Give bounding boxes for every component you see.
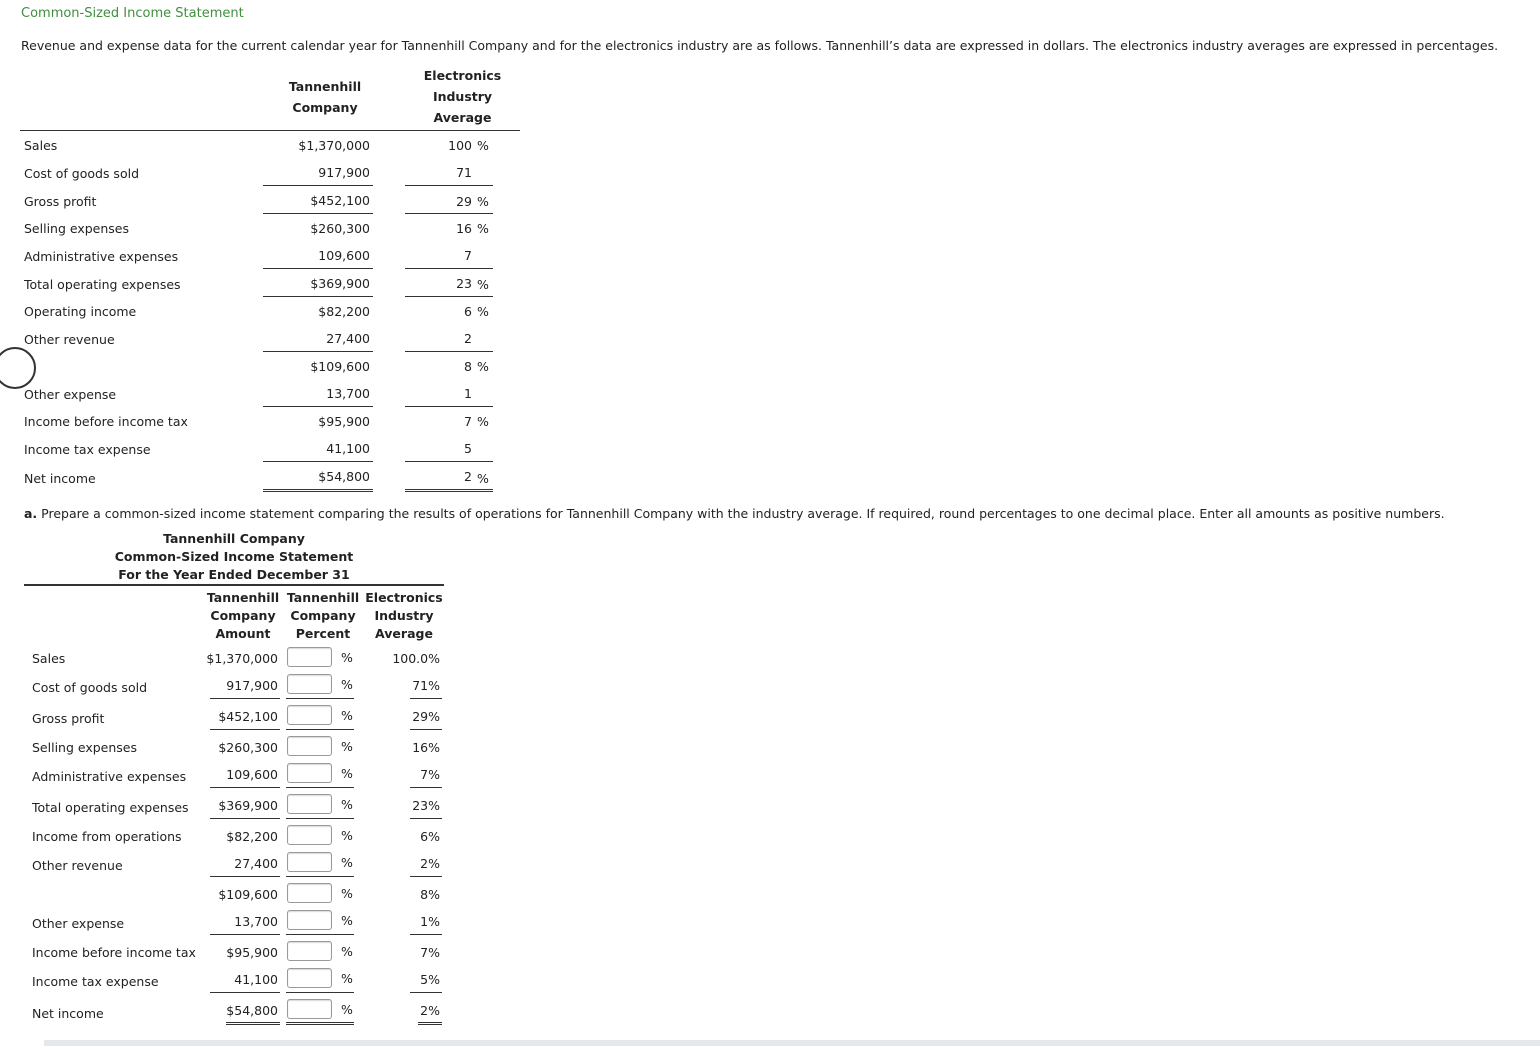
statement-row-label: Income tax expense — [32, 974, 159, 989]
subtotal-rule — [405, 268, 493, 269]
industry-average: 6% — [420, 829, 440, 844]
company-amount: $95,900 — [318, 414, 370, 429]
row-label: Other expense — [24, 387, 117, 402]
statement-amount: $452,100 — [218, 709, 278, 724]
subtotal-rule — [410, 698, 442, 699]
admin-percent-input[interactable] — [287, 763, 332, 783]
industry-average: 7% — [420, 945, 440, 960]
statement-row-label: Sales — [32, 651, 66, 666]
company-amount: $1,370,000 — [298, 138, 370, 153]
percent-sign: % — [477, 359, 489, 374]
subtotal-rule — [410, 934, 442, 935]
industry-value: 71 — [456, 165, 472, 180]
percent-sign: % — [341, 677, 353, 692]
percent-sign: % — [341, 855, 353, 870]
subtotal-rule — [410, 876, 442, 877]
company-amount: $109,600 — [310, 359, 370, 374]
industry-value: 100 — [448, 138, 472, 153]
header-divider — [20, 130, 520, 131]
company-amount: 41,100 — [326, 441, 370, 456]
horizontal-scrollbar[interactable] — [44, 1040, 1540, 1046]
industry-average: 8% — [420, 887, 440, 902]
row-label: Gross profit — [24, 194, 97, 209]
total-double-rule — [286, 1022, 354, 1025]
subtotal-rule — [405, 213, 493, 214]
statement-row-label: Total operating expenses — [32, 800, 189, 815]
industry-column-header: Electronics Industry Average — [365, 590, 443, 641]
side-indicator-icon — [0, 347, 36, 389]
industry-average: 71% — [412, 678, 440, 693]
row-label: Operating income — [24, 304, 137, 319]
statement-amount: 13,700 — [234, 914, 278, 929]
industry-average: 2% — [420, 1003, 440, 1018]
income-tax-percent-input[interactable] — [287, 968, 332, 988]
amount-column-header: Tannenhill Company Amount — [206, 590, 280, 641]
statement-company: Tannenhill Company — [163, 531, 305, 546]
subtotal-rule — [405, 296, 493, 297]
subtotal-rule — [410, 787, 442, 788]
subtotal-rule — [210, 818, 280, 819]
percent-sign: % — [341, 913, 353, 928]
industry-value: 6 — [464, 304, 472, 319]
statement-amount: $82,200 — [226, 829, 278, 844]
company-amount: 917,900 — [318, 165, 370, 180]
industry-average: 5% — [420, 972, 440, 987]
industry-value: 1 — [464, 386, 472, 401]
statement-amount: $109,600 — [218, 887, 278, 902]
net-income-percent-input[interactable] — [287, 999, 332, 1019]
subtotal-rule — [263, 351, 373, 352]
company-amount: $369,900 — [310, 276, 370, 291]
other-revenue-percent-input[interactable] — [287, 852, 332, 872]
percent-sign: % — [341, 828, 353, 843]
company-amount: $260,300 — [310, 221, 370, 236]
statement-amount: $260,300 — [218, 740, 278, 755]
industry-average: 7% — [420, 767, 440, 782]
other-expense-percent-input[interactable] — [287, 910, 332, 930]
subtotal-rule — [286, 876, 354, 877]
cogs-percent-input[interactable] — [287, 674, 332, 694]
row-label: Selling expenses — [24, 221, 130, 236]
selling-percent-input[interactable] — [287, 736, 332, 756]
subtotal-rule — [263, 268, 373, 269]
row-label: Administrative expenses — [24, 249, 179, 264]
statement-amount: 917,900 — [226, 678, 278, 693]
subtotal-rule — [405, 406, 493, 407]
statement-amount: $369,900 — [218, 798, 278, 813]
subtotal-percent-input[interactable] — [287, 883, 332, 903]
page-title: Common-Sized Income Statement — [21, 6, 244, 21]
industry-value: 2 — [464, 331, 472, 346]
subtotal-rule — [286, 818, 354, 819]
industry-value: 16 — [456, 221, 472, 236]
gross-profit-percent-input[interactable] — [287, 705, 332, 725]
percent-sign: % — [477, 194, 489, 209]
statement-title: Common-Sized Income Statement — [114, 549, 354, 564]
part-label: a. — [24, 506, 38, 521]
percent-sign: % — [341, 971, 353, 986]
subtotal-rule — [286, 729, 354, 730]
industry-average: 16% — [412, 740, 440, 755]
subtotal-rule — [263, 406, 373, 407]
percent-sign: % — [341, 739, 353, 754]
percent-sign: % — [477, 138, 489, 153]
statement-row-label: Net income — [32, 1006, 104, 1021]
statement-amount: $54,800 — [226, 1003, 278, 1018]
statement-row-label: Cost of goods sold — [32, 680, 148, 695]
industry-average: 1% — [420, 914, 440, 929]
total-opex-percent-input[interactable] — [287, 794, 332, 814]
subtotal-rule — [405, 351, 493, 352]
industry-average: 23% — [412, 798, 440, 813]
statement-row-label: Other revenue — [32, 858, 123, 873]
subtotal-rule — [263, 185, 373, 186]
statement-row-label: Income before income tax — [32, 945, 196, 960]
operating-income-percent-input[interactable] — [287, 825, 332, 845]
industry-value: 8 — [464, 359, 472, 374]
statement-row-label: Gross profit — [32, 711, 105, 726]
percent-sign: % — [477, 304, 489, 319]
company-amount: 27,400 — [326, 331, 370, 346]
row-label: Cost of goods sold — [24, 166, 140, 181]
row-label: Income tax expense — [24, 442, 151, 457]
subtotal-rule — [210, 787, 280, 788]
total-double-rule — [226, 1022, 280, 1025]
percent-sign: % — [341, 944, 353, 959]
subtotal-rule — [410, 818, 442, 819]
subtotal-rule — [410, 729, 442, 730]
problem-intro: Revenue and expense data for the current calendar year for Tannenhill Company and for the electronics industry are as follows. Tannenhill’s data are expressed in dollars. The electronics industry averages are expressed in percentages. — [21, 38, 1499, 53]
subtotal-rule — [286, 934, 354, 935]
subtotal-rule — [263, 296, 373, 297]
statement-row-label: Other expense — [32, 916, 125, 931]
total-double-rule — [263, 489, 373, 492]
statement-row-label: Income from operations — [32, 829, 182, 844]
income-before-tax-percent-input[interactable] — [287, 941, 332, 961]
subtotal-rule — [286, 787, 354, 788]
subtotal-rule — [210, 934, 280, 935]
sales-percent-input[interactable] — [287, 647, 332, 667]
percent-sign: % — [341, 797, 353, 812]
percent-sign: % — [341, 708, 353, 723]
industry-value: 2 — [464, 469, 472, 484]
industry-value: 7 — [464, 248, 472, 263]
company-amount: $54,800 — [318, 469, 370, 484]
statement-row-label: Administrative expenses — [32, 769, 187, 784]
company-amount: 109,600 — [318, 248, 370, 263]
percent-sign: % — [341, 1002, 353, 1017]
total-double-rule — [405, 489, 493, 492]
subtotal-rule — [405, 461, 493, 462]
industry-value: 29 — [456, 194, 472, 209]
industry-average: 29% — [412, 709, 440, 724]
subtotal-rule — [286, 992, 354, 993]
instruction-body: Prepare a common-sized income statement comparing the results of operations for Tannenhill Company with the industry average. If required, round percentages to one decimal place. Enter all amounts as positive numbers. — [41, 506, 1445, 521]
statement-amount: 109,600 — [226, 767, 278, 782]
row-label: Net income — [24, 471, 96, 486]
industry-value: 7 — [464, 414, 472, 429]
statement-amount: 41,100 — [234, 972, 278, 987]
statement-amount: $1,370,000 — [206, 651, 278, 666]
statement-period: For the Year Ended December 31 — [118, 567, 350, 582]
subtotal-rule — [210, 876, 280, 877]
percent-sign: % — [477, 471, 489, 486]
percent-sign: % — [477, 277, 489, 292]
subtotal-rule — [286, 698, 354, 699]
company-amount: 13,700 — [326, 386, 370, 401]
subtotal-rule — [210, 992, 280, 993]
source-data-table — [20, 64, 520, 494]
subtotal-rule — [263, 461, 373, 462]
company-amount: $452,100 — [310, 193, 370, 208]
row-label: Other revenue — [24, 332, 115, 347]
subtotal-rule — [210, 729, 280, 730]
subtotal-rule — [263, 213, 373, 214]
row-label: Income before income tax — [24, 414, 188, 429]
percent-sign: % — [341, 886, 353, 901]
statement-amount: 27,400 — [234, 856, 278, 871]
row-label: Sales — [24, 138, 58, 153]
statement-header-rule — [24, 584, 444, 586]
company-amount: $82,200 — [318, 304, 370, 319]
industry-value: 23 — [456, 276, 472, 291]
percent-sign: % — [341, 650, 353, 665]
row-label: Total operating expenses — [24, 277, 181, 292]
percent-sign: % — [477, 221, 489, 236]
industry-average: 100.0% — [392, 651, 440, 666]
percent-column-header: Tannenhill Company Percent — [286, 590, 360, 641]
subtotal-rule — [405, 185, 493, 186]
subtotal-rule — [410, 992, 442, 993]
instruction-text — [24, 506, 1445, 521]
statement-amount: $95,900 — [226, 945, 278, 960]
statement-row-label: Selling expenses — [32, 740, 138, 755]
total-double-rule — [418, 1022, 442, 1025]
industry-value: 5 — [464, 441, 472, 456]
company-column-header: Tannenhill Company — [288, 79, 362, 115]
percent-sign: % — [341, 766, 353, 781]
industry-column-header: Electronics Industry Average — [423, 68, 502, 125]
industry-average: 2% — [420, 856, 440, 871]
percent-sign: % — [477, 414, 489, 429]
subtotal-rule — [210, 698, 280, 699]
